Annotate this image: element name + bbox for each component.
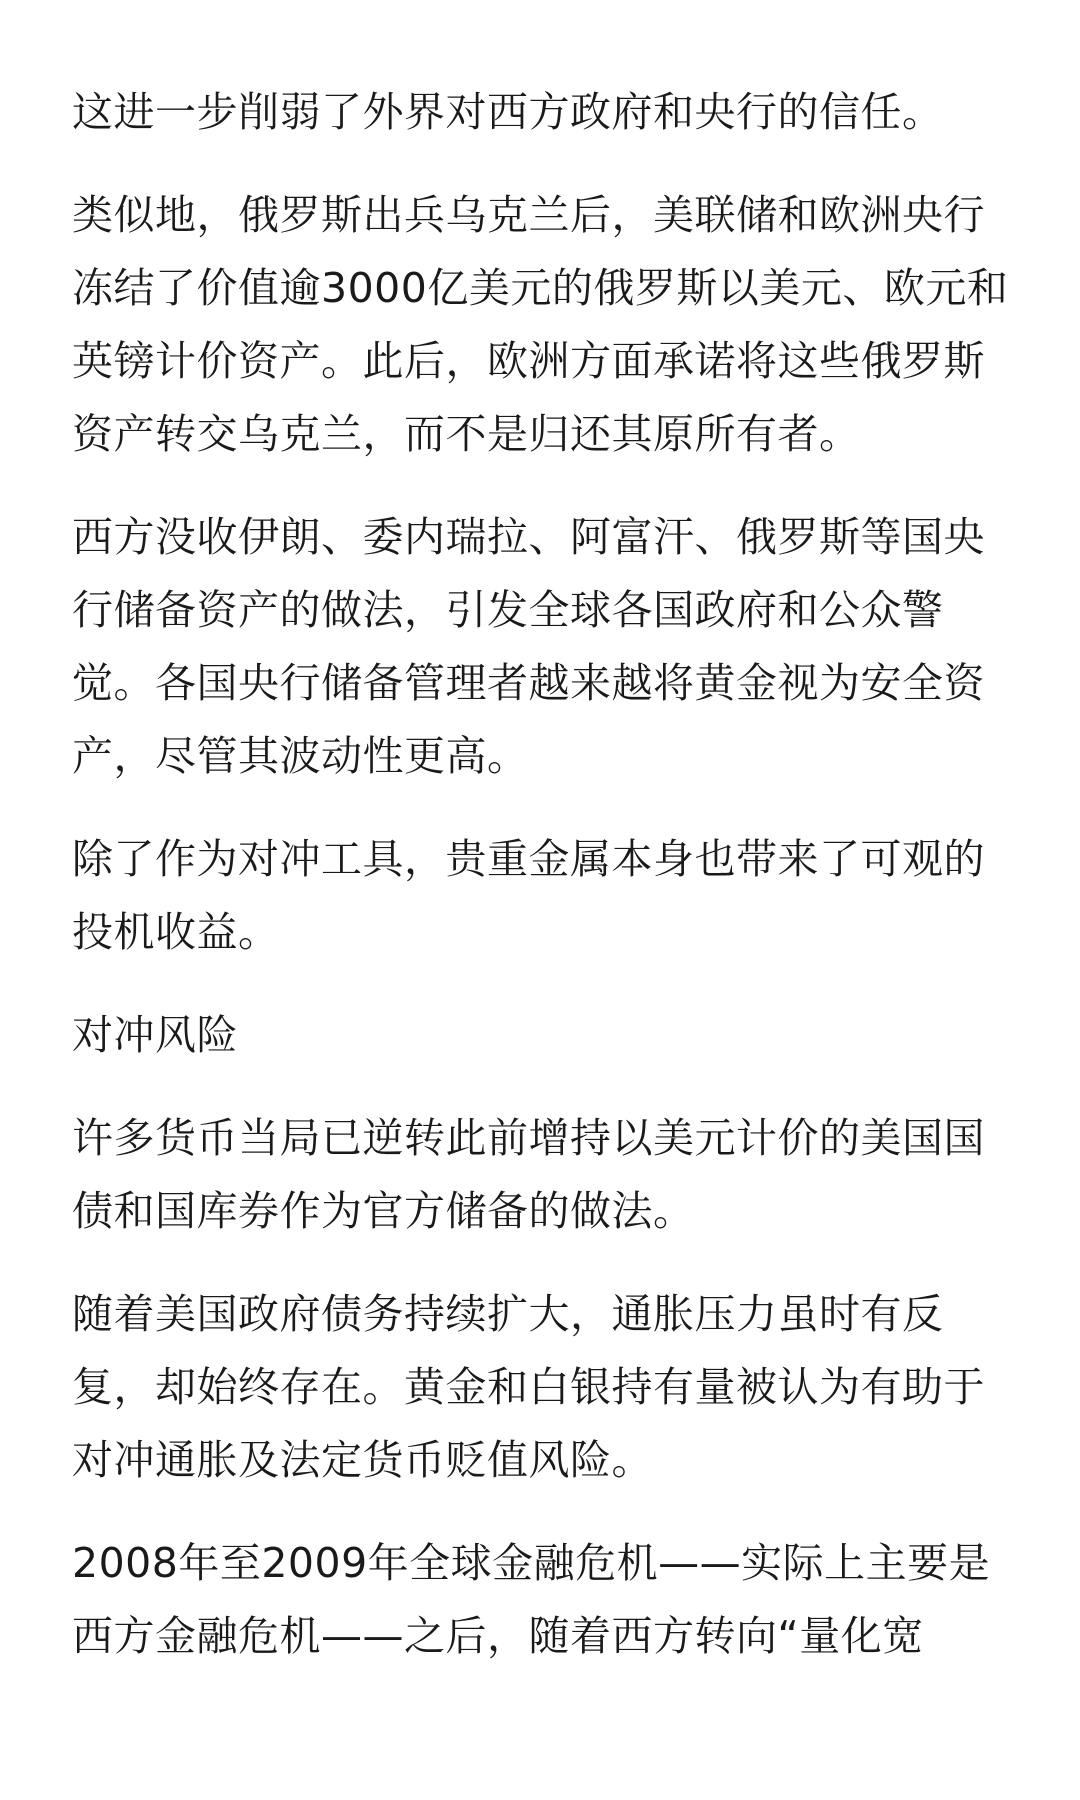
paragraph-5: 许多货币当局已逆转此前增持以美元计价的美国国债和国库券作为官方储备的做法。 [72, 1114, 985, 1235]
paragraph-3: 西方没收伊朗、委内瑞拉、阿富汗、俄罗斯等国央行储备资产的做法，引发全球各国政府和公众警觉。各国央行储备管理者越来越将黄金视为安全资产，尽管其波动性更高。 [72, 513, 985, 780]
paragraph-7: 2008年至2009年全球金融危机——实际上主要是西方金融危机——之后，随着西方转向“量化宽 [72, 1539, 991, 1660]
paragraph-4: 除了作为对冲工具，贵重金属本身也带来了可观的投机收益。 [72, 835, 985, 956]
article-body [72, 76, 1012, 1703]
paragraph-2: 类似地，俄罗斯出兵乌克兰后，美联储和欧洲央行冻结了价值逾3000亿美元的俄罗斯以美元、欧元和英镑计价资产。此后，欧洲方面承诺将这些俄罗斯资产转交乌克兰，而不是归还其原所有者。 [72, 191, 1009, 458]
paragraph-6: 随着美国政府债务持续扩大，通胀压力虽时有反复，却始终存在。黄金和白银持有量被认为有助于对冲通胀及法定货币贬值风险。 [72, 1290, 985, 1484]
paragraph-1: 这进一步削弱了外界对西方政府和央行的信任。 [72, 88, 944, 136]
section-heading: 对冲风险 [72, 1011, 238, 1059]
